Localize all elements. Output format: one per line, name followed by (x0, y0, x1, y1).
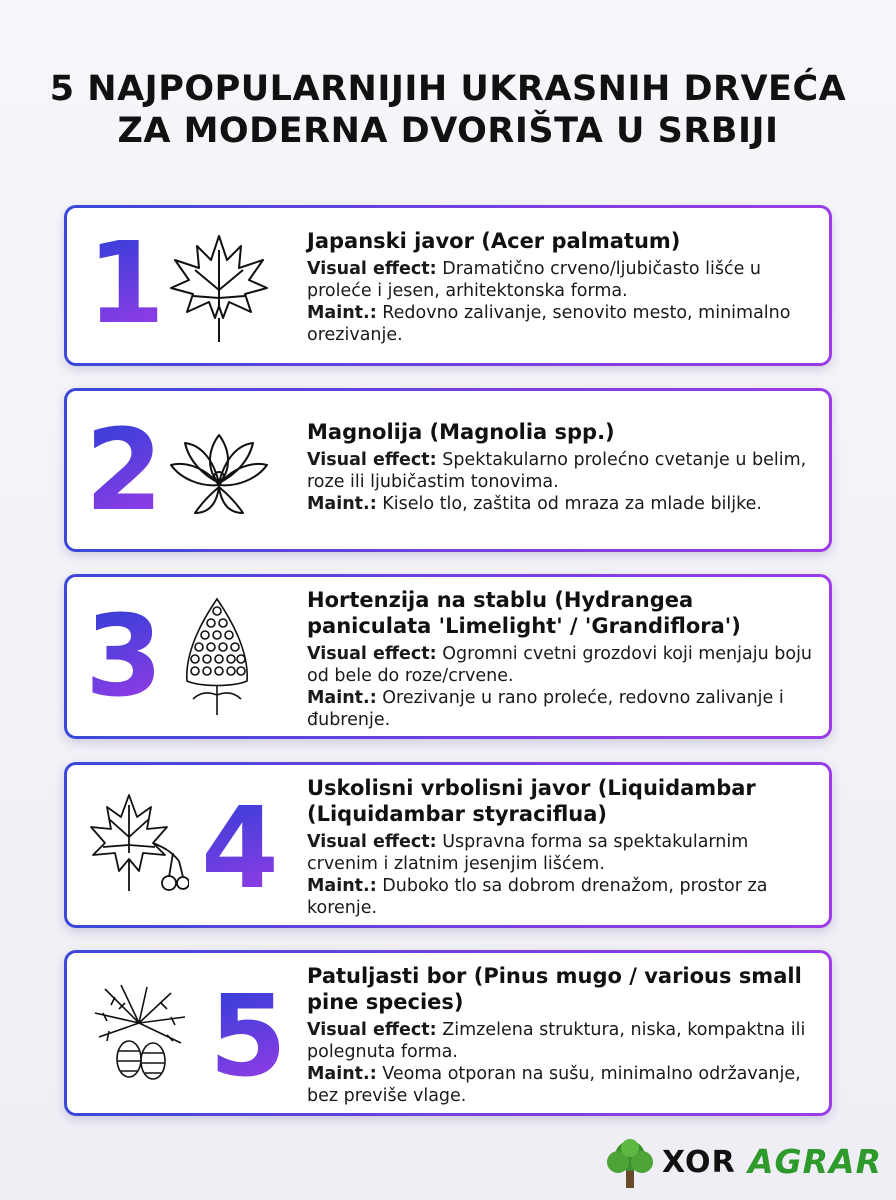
title-line-1: 5 NAJPOPULARNIJIH UKRASNIH DRVEĆA (49, 69, 847, 109)
visual-text: Zimzelena struktura, niska, kompaktna ili polegnuta forma. (307, 1020, 806, 1062)
maint-text: Kiselo tlo, zaštita od mraza za mlade biljke. (382, 494, 762, 514)
maintenance (307, 302, 815, 346)
visual-effect (307, 831, 815, 875)
tree-card-5 (64, 950, 832, 1116)
maintenance (307, 875, 815, 919)
maint-text: Redovno zalivanje, senovito mesto, minimalno orezivanje. (307, 303, 791, 345)
visual-text: Spektakularno prolećno cvetanje u belim, roze ili ljubičastim tonovima. (307, 450, 807, 492)
tree-number: 2 (85, 406, 163, 536)
tree-name: Magnolija (Magnolia spp.) (307, 420, 615, 444)
visual-label: Visual effect: (307, 259, 437, 279)
maint-label: Maint.: (307, 494, 377, 514)
visual-label: Visual effect: (307, 644, 437, 664)
logo-text-xor: XOR (662, 1145, 736, 1180)
tree-text (307, 419, 815, 515)
magnolia-flower-icon (167, 421, 271, 517)
visual-effect (307, 449, 815, 493)
maintenance (307, 1063, 815, 1107)
tree-text (307, 775, 815, 919)
title-line-2: ZA MODERNA DVORIŠTA U SRBIJI (117, 111, 779, 151)
pine-cone-icon (85, 983, 195, 1087)
maint-label: Maint.: (307, 303, 377, 323)
visual-label: Visual effect: (307, 1020, 437, 1040)
visual-text: Dramatično crveno/ljubičasto lišće u proleće i jesen, arhitektonska forma. (307, 259, 762, 301)
tree-number: 3 (85, 592, 163, 722)
maint-text: Orezivanje u rano proleće, redovno zalivanje i đubrenje. (307, 688, 784, 730)
visual-effect (307, 643, 815, 687)
tree-number: 1 (87, 219, 165, 349)
maint-label: Maint.: (307, 688, 377, 708)
logo-text-agrar: AGRAR (748, 1142, 882, 1181)
tree-number: 4 (201, 784, 279, 914)
tree-card-2 (64, 388, 832, 552)
tree-card-3 (64, 574, 832, 739)
hydrangea-flower-icon (177, 595, 257, 717)
tree-name: Uskolisni vrbolisni javor (Liquidambar (Liquidambar styraciflua) (307, 776, 756, 826)
visual-text: Ogromni cvetni grozdovi koji menjaju boju od bele do roze/crvene. (307, 644, 813, 686)
tree-text (307, 228, 815, 346)
tree-logo-icon (602, 1136, 658, 1196)
maint-label: Maint.: (307, 876, 377, 896)
visual-effect (307, 1019, 815, 1063)
brand-logo (602, 1136, 882, 1192)
tree-number: 5 (209, 972, 287, 1102)
tree-name: Hortenzija na stablu (Hydrangea paniculata 'Limelight' / 'Grandiflora') (307, 588, 741, 638)
sweetgum-leaf-icon (89, 791, 189, 901)
tree-card-1 (64, 205, 832, 366)
tree-card-4 (64, 762, 832, 928)
maple-leaf-icon (167, 230, 271, 346)
visual-label: Visual effect: (307, 832, 437, 852)
maint-text: Duboko tlo sa dobrom drenažom, prostor za korenje. (307, 876, 768, 918)
tree-name: Patuljasti bor (Pinus mugo / various small pine species) (307, 964, 802, 1014)
visual-text: Uspravna forma sa spektakularnim crvenim i zlatnim jesenjim lišćem. (307, 832, 749, 874)
maint-label: Maint.: (307, 1064, 377, 1084)
tree-text (307, 963, 815, 1107)
tree-text (307, 587, 815, 731)
page-title (0, 68, 896, 152)
tree-name: Japanski javor (Acer palmatum) (307, 229, 681, 253)
maint-text: Veoma otporan na sušu, minimalno održavanje, bez previše vlage. (307, 1064, 801, 1106)
visual-label: Visual effect: (307, 450, 437, 470)
visual-effect (307, 258, 815, 302)
maintenance (307, 493, 815, 515)
maintenance (307, 687, 815, 731)
